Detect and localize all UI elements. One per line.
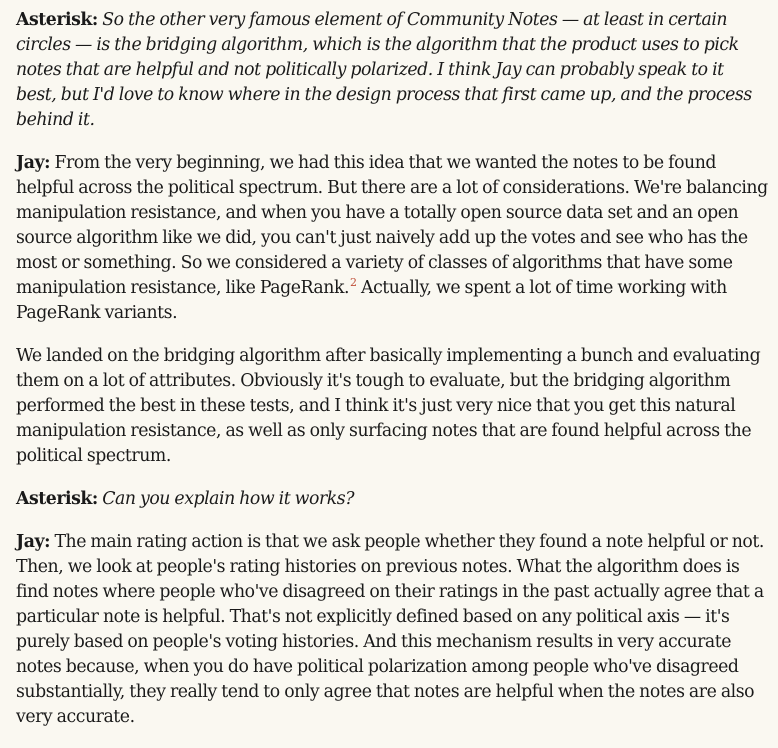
footnote-link[interactable]: 2 [350,276,357,290]
speaker-label: Asterisk: [16,10,98,30]
answer-text: We landed on the bridging algorithm after basically implementing a bunch and evaluating them on a lot of attributes. Obviously it's tough to evaluate, but the bridging algorithm performed the best in these tests, and I think it's just very nice that you get this natural manipulation resistance, as well as only surfacing notes that are found helpful across the political spectrum. [16,346,761,466]
paragraph-jay-answer-1 [16,151,768,326]
question-text: Can you explain how it works? [102,489,355,509]
speaker-label: Asterisk: [16,489,98,509]
paragraph-asterisk-question-2 [16,487,768,512]
interview-article [16,8,768,748]
paragraph-jay-answer-3 [16,530,768,730]
answer-text: From the very beginning, we had this idea that we wanted the notes to be found helpful across the political spectrum. But there are a lot of considerations. We're balancing manipulation resistance, and when you have a totally open source data set and an open source algorithm like we did, you can't just naively add up the votes and see who has the most or something. So we considered a variety of classes of algorithms that have some manipulation resistance, like PageRank. [16,153,768,298]
paragraph-jay-answer-2 [16,344,768,469]
answer-text: The main rating action is that we ask people whether they found a note helpful or not. Then, we look at people's rating histories on previous notes. What the algorithm does is find notes where people who've disagreed on their ratings in the past actually agree that a particular note is helpful. That's not explicitly defined based on any political axis — it's purely based on people's voting histories. And this mechanism results in very accurate notes because, when you do have political polarization among people who've disagreed substantially, they really tend to only agree that notes are helpful when the notes are also very accurate. [16,532,764,727]
paragraph-asterisk-question-1 [16,8,768,133]
question-text: So the other very famous element of Community Notes — at least in certain circles — is the bridging algorithm, which is the algorithm that the product uses to pick notes that are helpful and not politically polarized. I think Jay can probably speak to it best, but I'd love to know where in the design process that first came up, and the process behind it. [16,10,752,130]
speaker-label: Jay: [16,153,50,173]
answer-text-continued: Actually, we spent a lot of time working with PageRank variants. [16,278,727,323]
speaker-label: Jay: [16,532,50,552]
